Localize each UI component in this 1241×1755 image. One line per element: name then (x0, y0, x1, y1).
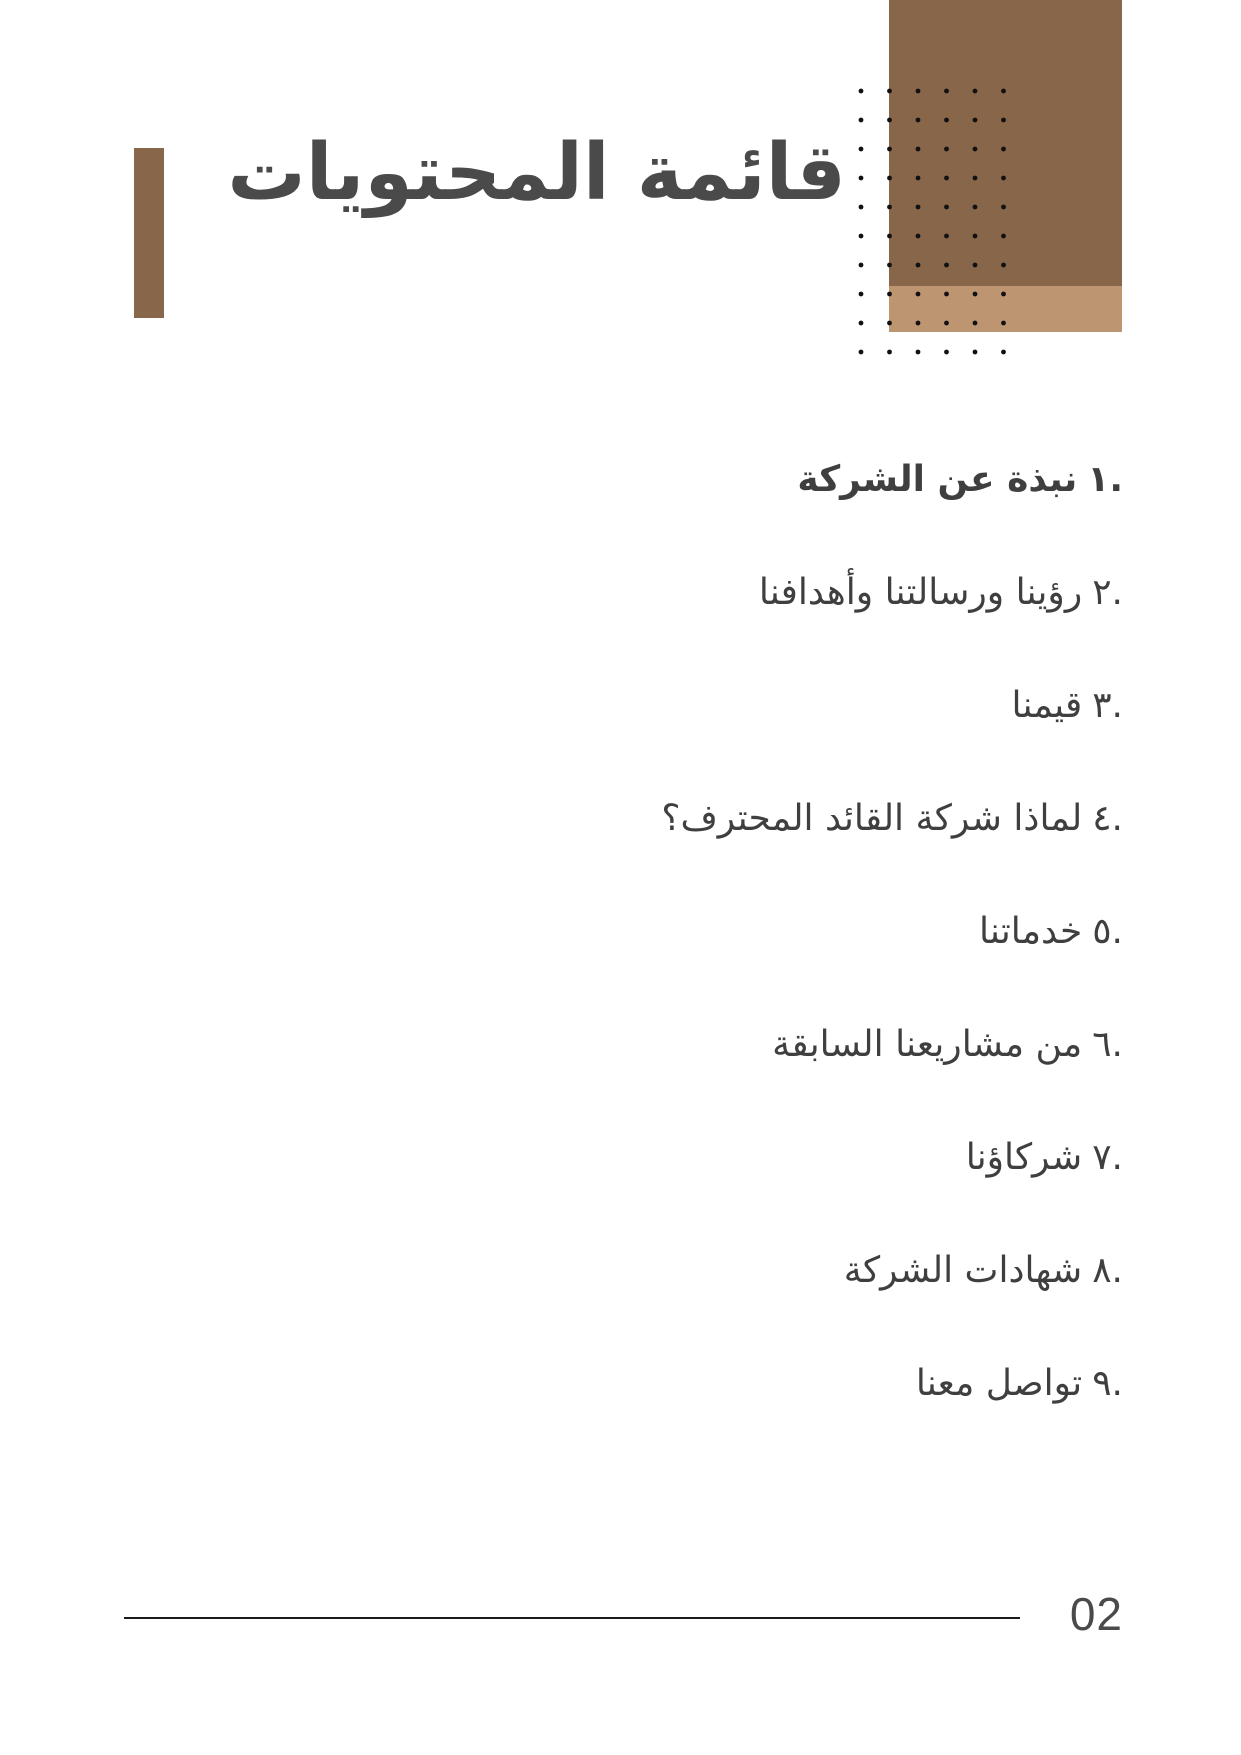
dot (944, 234, 949, 239)
toc-item-3[interactable] (423, 678, 1123, 791)
dot (944, 205, 949, 210)
dot (859, 350, 864, 355)
dot (859, 321, 864, 326)
dot (887, 89, 892, 94)
dot (944, 292, 949, 297)
dot (1001, 89, 1006, 94)
dot (973, 292, 978, 297)
toc-label: لماذا شركة القائد المحترف؟ (661, 798, 1083, 839)
dot (1001, 292, 1006, 297)
dot (944, 89, 949, 94)
toc-number: .٥ (1092, 911, 1123, 952)
dot (887, 205, 892, 210)
dot (887, 234, 892, 239)
toc-item-8[interactable] (423, 1243, 1123, 1356)
dot (859, 176, 864, 181)
dot (944, 147, 949, 152)
toc-number: .٢ (1092, 572, 1123, 613)
toc-item-6[interactable] (423, 1017, 1123, 1130)
toc-number: .٩ (1092, 1363, 1123, 1404)
dot (1001, 205, 1006, 210)
dot (1001, 350, 1006, 355)
toc-number: .٤ (1092, 798, 1123, 839)
dot (916, 292, 921, 297)
dot (887, 118, 892, 123)
dot (1001, 147, 1006, 152)
dot (944, 176, 949, 181)
dot (973, 205, 978, 210)
dot (859, 89, 864, 94)
dot (944, 118, 949, 123)
dot (944, 321, 949, 326)
dot (916, 321, 921, 326)
toc-number: .١ (1087, 459, 1123, 500)
dot (973, 118, 978, 123)
accent-bar (134, 148, 164, 318)
dot (887, 350, 892, 355)
toc-label: رؤينا ورسالتنا وأهدافنا (758, 572, 1083, 613)
dot (1001, 176, 1006, 181)
decorative-dot-grid (858, 88, 1018, 368)
dot (1001, 234, 1006, 239)
dot (916, 89, 921, 94)
toc-number: .٣ (1092, 685, 1123, 726)
dot (916, 176, 921, 181)
dot (973, 350, 978, 355)
dot (887, 176, 892, 181)
dot (916, 147, 921, 152)
page-number: 02 (1069, 1588, 1123, 1640)
dot (916, 350, 921, 355)
dot (1001, 118, 1006, 123)
page-title: قائمة المحتويات (227, 128, 846, 218)
dot (916, 205, 921, 210)
dot (887, 147, 892, 152)
toc-item-4[interactable] (423, 791, 1123, 904)
dot (859, 292, 864, 297)
toc-label: من مشاريعنا السابقة (772, 1024, 1083, 1065)
dot (1001, 263, 1006, 268)
toc-number: .٨ (1092, 1250, 1123, 1291)
dot (859, 147, 864, 152)
toc-item-5[interactable] (423, 904, 1123, 1017)
toc-number: .٧ (1092, 1137, 1123, 1178)
dot (973, 176, 978, 181)
dot (859, 263, 864, 268)
toc-label: شهادات الشركة (843, 1250, 1083, 1291)
dot (887, 292, 892, 297)
dot (973, 263, 978, 268)
toc-item-7[interactable] (423, 1130, 1123, 1243)
dot (916, 234, 921, 239)
dot (916, 263, 921, 268)
toc-item-2[interactable] (423, 565, 1123, 678)
dot (944, 350, 949, 355)
footer-divider (124, 1617, 1020, 1619)
toc-item-1[interactable] (423, 452, 1123, 565)
toc-number: .٦ (1092, 1024, 1123, 1065)
toc-label: تواصل معنا (915, 1363, 1083, 1404)
toc-label: شركاؤنا (965, 1137, 1083, 1178)
dot (973, 234, 978, 239)
dot (916, 118, 921, 123)
dot (1001, 321, 1006, 326)
toc-label: نبذة عن الشركة (797, 459, 1078, 500)
dot (973, 89, 978, 94)
dot (859, 205, 864, 210)
table-of-contents (423, 452, 1123, 1469)
dot (973, 321, 978, 326)
dot (859, 234, 864, 239)
dot (887, 263, 892, 268)
dot (973, 147, 978, 152)
dot (944, 263, 949, 268)
toc-label: قيمنا (1011, 685, 1083, 726)
toc-label: خدماتنا (978, 911, 1083, 952)
toc-item-9[interactable] (423, 1356, 1123, 1469)
dot (887, 321, 892, 326)
dot (859, 118, 864, 123)
